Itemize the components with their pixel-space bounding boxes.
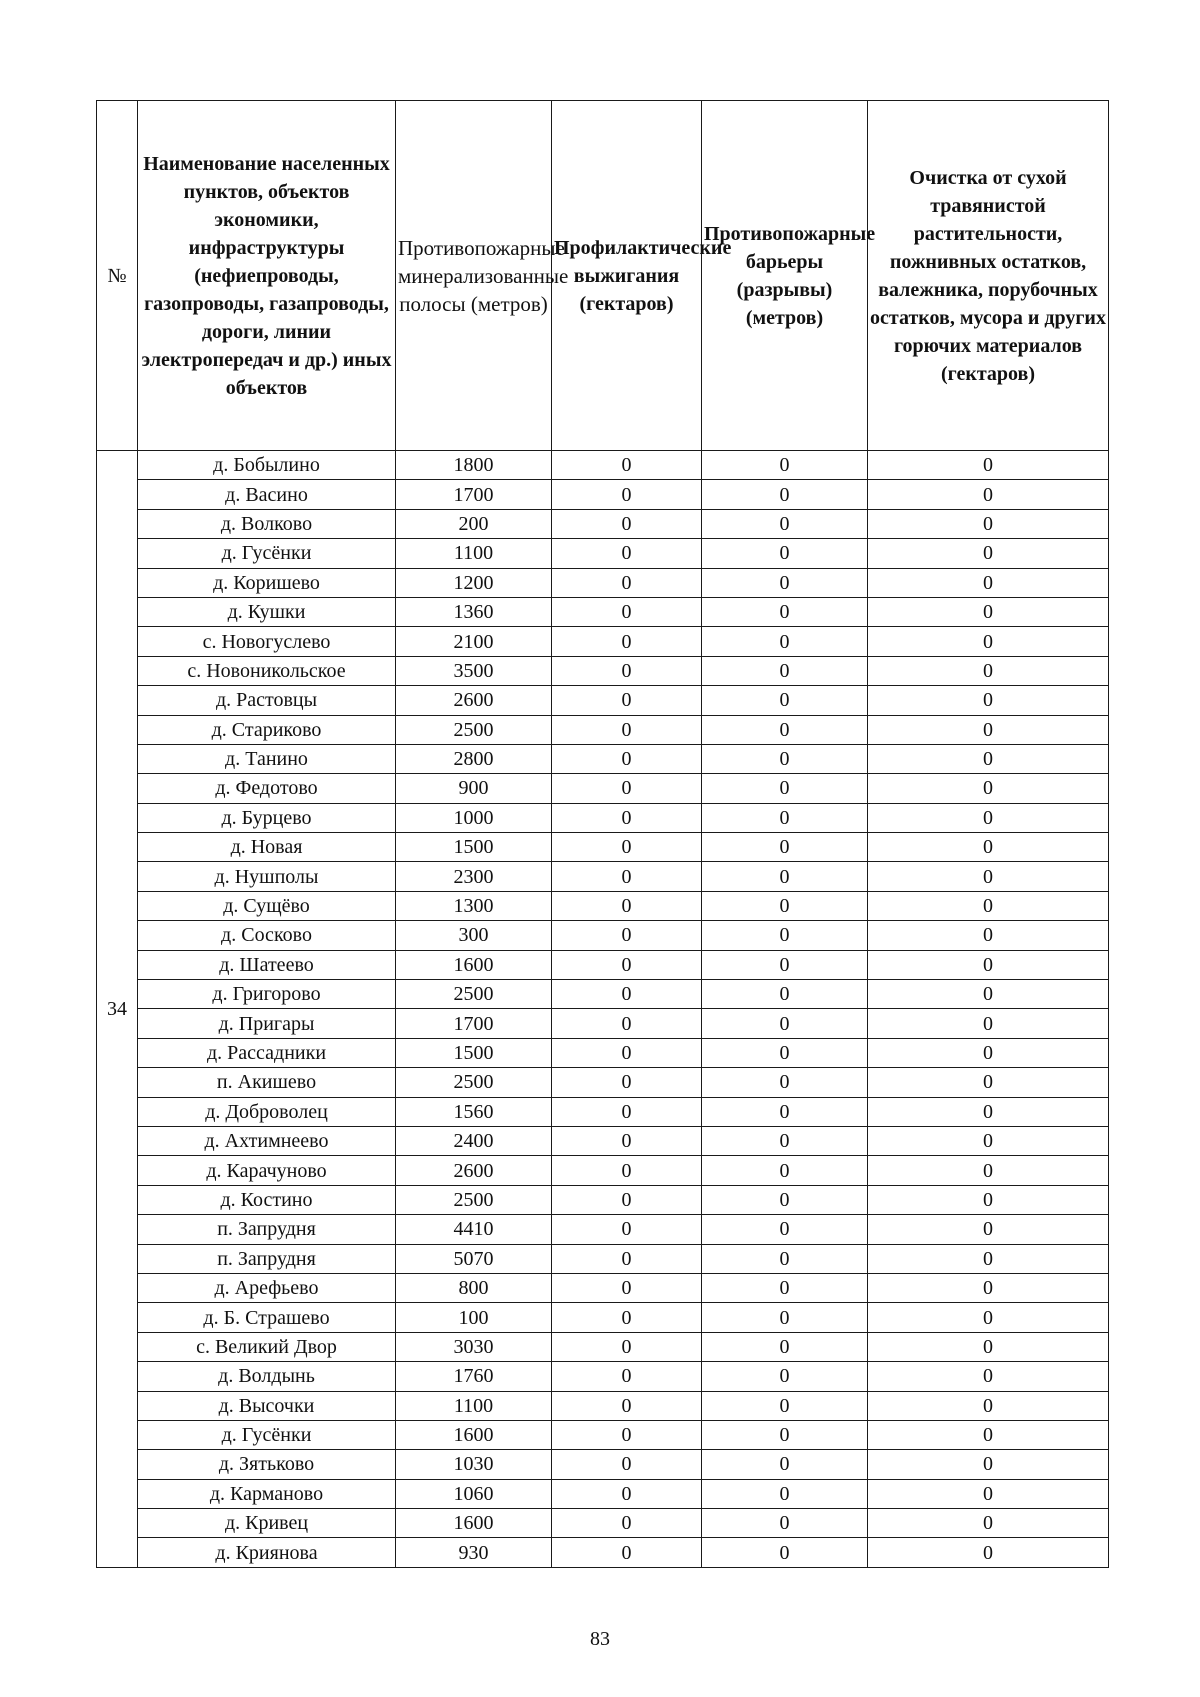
table-row	[97, 833, 1109, 862]
fire-barrier-cell: 0	[702, 980, 868, 1009]
table-row	[97, 1156, 1109, 1185]
cleaning-cell: 0	[868, 1009, 1109, 1038]
preventive-burning-cell: 0	[552, 1391, 702, 1420]
fire-barrier-cell: 0	[702, 1156, 868, 1185]
table-row	[97, 1126, 1109, 1155]
mineralized-strip-cell: 3030	[396, 1332, 552, 1361]
cleaning-cell: 0	[868, 921, 1109, 950]
settlement-name-cell: д. Васино	[138, 480, 396, 509]
preventive-burning-cell: 0	[552, 774, 702, 803]
settlement-name-cell: д. Зятьково	[138, 1450, 396, 1479]
cleaning-cell: 0	[868, 1509, 1109, 1538]
cleaning-cell: 0	[868, 1068, 1109, 1097]
fire-barrier-cell: 0	[702, 1126, 868, 1155]
table-row	[97, 656, 1109, 685]
fire-barrier-cell: 0	[702, 1244, 868, 1273]
settlement-name-cell: д. Кушки	[138, 597, 396, 626]
table-header-row	[97, 101, 1109, 451]
mineralized-strip-cell: 1560	[396, 1097, 552, 1126]
mineralized-strip-cell: 1360	[396, 597, 552, 626]
preventive-burning-cell: 0	[552, 744, 702, 773]
settlement-name-cell: п. Запрудня	[138, 1215, 396, 1244]
table-row	[97, 744, 1109, 773]
cleaning-cell: 0	[868, 744, 1109, 773]
table-row	[97, 1273, 1109, 1302]
mineralized-strip-cell: 1760	[396, 1362, 552, 1391]
preventive-burning-cell: 0	[552, 715, 702, 744]
cleaning-cell: 0	[868, 1215, 1109, 1244]
fire-barrier-cell: 0	[702, 1362, 868, 1391]
table-row	[97, 1097, 1109, 1126]
mineralized-strip-cell: 1100	[396, 1391, 552, 1420]
table-row	[97, 480, 1109, 509]
mineralized-strip-cell: 1800	[396, 451, 552, 480]
table-row	[97, 950, 1109, 979]
mineralized-strip-cell: 3500	[396, 656, 552, 685]
settlement-name-cell: д. Григорово	[138, 980, 396, 1009]
cleaning-cell: 0	[868, 891, 1109, 920]
preventive-burning-cell: 0	[552, 1126, 702, 1155]
settlement-name-cell: д. Растовцы	[138, 686, 396, 715]
settlement-name-cell: д. Пригары	[138, 1009, 396, 1038]
settlement-name-cell: д. Арефьево	[138, 1273, 396, 1302]
cleaning-cell: 0	[868, 1038, 1109, 1067]
fire-barrier-cell: 0	[702, 774, 868, 803]
settlement-name-cell: д. Нушполы	[138, 862, 396, 891]
settlement-name-cell: д. Шатеево	[138, 950, 396, 979]
preventive-burning-cell: 0	[552, 568, 702, 597]
table-row	[97, 891, 1109, 920]
mineralized-strip-cell: 930	[396, 1538, 552, 1567]
fire-barrier-cell: 0	[702, 1479, 868, 1508]
settlement-name-cell: д. Гусёнки	[138, 1420, 396, 1449]
fire-barrier-cell: 0	[702, 1509, 868, 1538]
fire-barrier-cell: 0	[702, 1391, 868, 1420]
settlement-name-cell: д. Танино	[138, 744, 396, 773]
preventive-burning-cell: 0	[552, 686, 702, 715]
preventive-burning-cell: 0	[552, 1362, 702, 1391]
preventive-burning-cell: 0	[552, 980, 702, 1009]
cleaning-cell: 0	[868, 509, 1109, 538]
settlement-name-cell: д. Волдынь	[138, 1362, 396, 1391]
settlement-name-cell: с. Новогуслево	[138, 627, 396, 656]
fire-barrier-cell: 0	[702, 1303, 868, 1332]
table-row	[97, 1538, 1109, 1567]
table-row	[97, 627, 1109, 656]
fire-barrier-cell: 0	[702, 803, 868, 832]
settlement-name-cell: д. Гусёнки	[138, 539, 396, 568]
fire-barrier-cell: 0	[702, 891, 868, 920]
preventive-burning-cell: 0	[552, 1303, 702, 1332]
cleaning-cell: 0	[868, 715, 1109, 744]
cleaning-cell: 0	[868, 597, 1109, 626]
preventive-burning-cell: 0	[552, 950, 702, 979]
settlement-name-cell: д. Высочки	[138, 1391, 396, 1420]
table-row	[97, 1450, 1109, 1479]
fire-barrier-cell: 0	[702, 1538, 868, 1567]
table-row	[97, 1391, 1109, 1420]
cleaning-cell: 0	[868, 1156, 1109, 1185]
table-row	[97, 1038, 1109, 1067]
mineralized-strip-cell: 1030	[396, 1450, 552, 1479]
cleaning-cell: 0	[868, 803, 1109, 832]
mineralized-strip-cell: 300	[396, 921, 552, 950]
table-row	[97, 1068, 1109, 1097]
fire-barrier-cell: 0	[702, 1420, 868, 1449]
preventive-burning-cell: 0	[552, 1420, 702, 1449]
fire-barrier-cell: 0	[702, 1273, 868, 1302]
table-row	[97, 715, 1109, 744]
mineralized-strip-cell: 1300	[396, 891, 552, 920]
settlement-name-cell: д. Стариково	[138, 715, 396, 744]
fire-barrier-cell: 0	[702, 744, 868, 773]
mineralized-strip-cell: 100	[396, 1303, 552, 1332]
header-fire-barriers: Противопожарные барьеры (разрывы) (метров)	[702, 101, 868, 451]
settlement-name-cell: д. Карманово	[138, 1479, 396, 1508]
preventive-burning-cell: 0	[552, 803, 702, 832]
mineralized-strip-cell: 2800	[396, 744, 552, 773]
mineralized-strip-cell: 2600	[396, 1156, 552, 1185]
preventive-burning-cell: 0	[552, 539, 702, 568]
preventive-burning-cell: 0	[552, 862, 702, 891]
fire-barrier-cell: 0	[702, 833, 868, 862]
settlement-name-cell: п. Акишево	[138, 1068, 396, 1097]
settlement-name-cell: с. Новоникольское	[138, 656, 396, 685]
preventive-burning-cell: 0	[552, 656, 702, 685]
table-row	[97, 1362, 1109, 1391]
table-row	[97, 1479, 1109, 1508]
cleaning-cell: 0	[868, 833, 1109, 862]
preventive-burning-cell: 0	[552, 627, 702, 656]
mineralized-strip-cell: 1700	[396, 480, 552, 509]
settlement-name-cell: д. Криянова	[138, 1538, 396, 1567]
cleaning-cell: 0	[868, 1097, 1109, 1126]
mineralized-strip-cell: 1500	[396, 833, 552, 862]
fire-barrier-cell: 0	[702, 480, 868, 509]
fire-barrier-cell: 0	[702, 950, 868, 979]
cleaning-cell: 0	[868, 1420, 1109, 1449]
fire-barrier-cell: 0	[702, 1068, 868, 1097]
fire-barrier-cell: 0	[702, 656, 868, 685]
cleaning-cell: 0	[868, 1362, 1109, 1391]
settlement-name-cell: д. Бурцево	[138, 803, 396, 832]
table-row	[97, 774, 1109, 803]
cleaning-cell: 0	[868, 1538, 1109, 1567]
preventive-burning-cell: 0	[552, 1273, 702, 1302]
page-number: 83	[590, 1628, 610, 1650]
header-preventive-burning: Профилактические выжигания (гектаров)	[552, 101, 702, 451]
table-row	[97, 921, 1109, 950]
cleaning-cell: 0	[868, 1273, 1109, 1302]
mineralized-strip-cell: 2100	[396, 627, 552, 656]
settlement-name-cell: д. Бобылино	[138, 451, 396, 480]
preventive-burning-cell: 0	[552, 1068, 702, 1097]
fire-barrier-cell: 0	[702, 568, 868, 597]
cleaning-cell: 0	[868, 1126, 1109, 1155]
table-row	[97, 1332, 1109, 1361]
preventive-burning-cell: 0	[552, 451, 702, 480]
fire-barrier-cell: 0	[702, 1215, 868, 1244]
table-row	[97, 1215, 1109, 1244]
preventive-burning-cell: 0	[552, 480, 702, 509]
mineralized-strip-cell: 900	[396, 774, 552, 803]
group-number-cell: 34	[97, 451, 138, 1568]
table-row	[97, 539, 1109, 568]
cleaning-cell: 0	[868, 568, 1109, 597]
table-row	[97, 1244, 1109, 1273]
preventive-burning-cell: 0	[552, 1244, 702, 1273]
mineralized-strip-cell: 1060	[396, 1479, 552, 1508]
settlement-name-cell: д. Костино	[138, 1185, 396, 1214]
header-name: Наименование населенных пунктов, объектов экономики, инфраструктуры (нефиепроводы, газопроводы, газапроводы, дороги, линии электропередач и др.) иных объектов	[138, 101, 396, 451]
cleaning-cell: 0	[868, 1479, 1109, 1508]
table-row	[97, 803, 1109, 832]
settlement-name-cell: д. Коришево	[138, 568, 396, 597]
mineralized-strip-cell: 1100	[396, 539, 552, 568]
preventive-burning-cell: 0	[552, 891, 702, 920]
preventive-burning-cell: 0	[552, 1538, 702, 1567]
fire-barrier-cell: 0	[702, 451, 868, 480]
settlement-name-cell: с. Великий Двор	[138, 1332, 396, 1361]
cleaning-cell: 0	[868, 980, 1109, 1009]
preventive-burning-cell: 0	[552, 1097, 702, 1126]
preventive-burning-cell: 0	[552, 921, 702, 950]
fire-barrier-cell: 0	[702, 627, 868, 656]
cleaning-cell: 0	[868, 451, 1109, 480]
table-row	[97, 568, 1109, 597]
table-row	[97, 686, 1109, 715]
fire-barrier-cell: 0	[702, 1185, 868, 1214]
fire-barrier-cell: 0	[702, 597, 868, 626]
preventive-burning-cell: 0	[552, 1038, 702, 1067]
fire-barrier-cell: 0	[702, 715, 868, 744]
settlement-name-cell: д. Ахтимнеево	[138, 1126, 396, 1155]
mineralized-strip-cell: 800	[396, 1273, 552, 1302]
table-row	[97, 1509, 1109, 1538]
header-cleaning: Очистка от сухой травянистой растительности, пожнивных остатков, валежника, порубочных остатков, мусора и других горючих материалов (гектаров)	[868, 101, 1109, 451]
settlement-name-cell: п. Запрудня	[138, 1244, 396, 1273]
settlement-name-cell: д. Федотово	[138, 774, 396, 803]
table-body	[97, 451, 1109, 1568]
fire-barrier-cell: 0	[702, 539, 868, 568]
table-row	[97, 509, 1109, 538]
settlement-name-cell: д. Сосково	[138, 921, 396, 950]
fire-barrier-cell: 0	[702, 509, 868, 538]
table-row	[97, 597, 1109, 626]
document-page	[96, 100, 1108, 1568]
preventive-burning-cell: 0	[552, 1156, 702, 1185]
cleaning-cell: 0	[868, 656, 1109, 685]
mineralized-strip-cell: 2500	[396, 1185, 552, 1214]
fire-barrier-cell: 0	[702, 1038, 868, 1067]
preventive-burning-cell: 0	[552, 1479, 702, 1508]
settlement-name-cell: д. Новая	[138, 833, 396, 862]
table-row	[97, 1303, 1109, 1332]
header-mineralized-strips: Противопожарные минерализованные полосы (метров)	[396, 101, 552, 451]
mineralized-strip-cell: 1000	[396, 803, 552, 832]
mineralized-strip-cell: 1700	[396, 1009, 552, 1038]
preventive-burning-cell: 0	[552, 1509, 702, 1538]
cleaning-cell: 0	[868, 686, 1109, 715]
cleaning-cell: 0	[868, 1332, 1109, 1361]
fire-barrier-cell: 0	[702, 1009, 868, 1038]
mineralized-strip-cell: 1200	[396, 568, 552, 597]
mineralized-strip-cell: 5070	[396, 1244, 552, 1273]
preventive-burning-cell: 0	[552, 597, 702, 626]
preventive-burning-cell: 0	[552, 509, 702, 538]
cleaning-cell: 0	[868, 480, 1109, 509]
mineralized-strip-cell: 1500	[396, 1038, 552, 1067]
mineralized-strip-cell: 1600	[396, 1509, 552, 1538]
cleaning-cell: 0	[868, 1244, 1109, 1273]
mineralized-strip-cell: 1600	[396, 1420, 552, 1449]
mineralized-strip-cell: 2500	[396, 1068, 552, 1097]
fire-prevention-table	[96, 100, 1109, 1568]
cleaning-cell: 0	[868, 774, 1109, 803]
settlement-name-cell: д. Волково	[138, 509, 396, 538]
cleaning-cell: 0	[868, 539, 1109, 568]
mineralized-strip-cell: 2300	[396, 862, 552, 891]
settlement-name-cell: д. Доброволец	[138, 1097, 396, 1126]
mineralized-strip-cell: 2500	[396, 980, 552, 1009]
mineralized-strip-cell: 200	[396, 509, 552, 538]
cleaning-cell: 0	[868, 1303, 1109, 1332]
preventive-burning-cell: 0	[552, 833, 702, 862]
mineralized-strip-cell: 2600	[396, 686, 552, 715]
cleaning-cell: 0	[868, 1185, 1109, 1214]
settlement-name-cell: д. Рассадники	[138, 1038, 396, 1067]
settlement-name-cell: д. Кривец	[138, 1509, 396, 1538]
preventive-burning-cell: 0	[552, 1332, 702, 1361]
fire-barrier-cell: 0	[702, 1097, 868, 1126]
mineralized-strip-cell: 2400	[396, 1126, 552, 1155]
table-row	[97, 1185, 1109, 1214]
cleaning-cell: 0	[868, 950, 1109, 979]
cleaning-cell: 0	[868, 1391, 1109, 1420]
header-number: №	[97, 101, 138, 451]
cleaning-cell: 0	[868, 627, 1109, 656]
fire-barrier-cell: 0	[702, 686, 868, 715]
fire-barrier-cell: 0	[702, 862, 868, 891]
mineralized-strip-cell: 1600	[396, 950, 552, 979]
table-row	[97, 451, 1109, 480]
mineralized-strip-cell: 4410	[396, 1215, 552, 1244]
preventive-burning-cell: 0	[552, 1009, 702, 1038]
cleaning-cell: 0	[868, 1450, 1109, 1479]
table-row	[97, 1009, 1109, 1038]
preventive-burning-cell: 0	[552, 1450, 702, 1479]
cleaning-cell: 0	[868, 862, 1109, 891]
table-row	[97, 1420, 1109, 1449]
table-row	[97, 862, 1109, 891]
preventive-burning-cell: 0	[552, 1215, 702, 1244]
mineralized-strip-cell: 2500	[396, 715, 552, 744]
fire-barrier-cell: 0	[702, 921, 868, 950]
settlement-name-cell: д. Б. Страшево	[138, 1303, 396, 1332]
settlement-name-cell: д. Карачуново	[138, 1156, 396, 1185]
table-row	[97, 980, 1109, 1009]
settlement-name-cell: д. Сущёво	[138, 891, 396, 920]
fire-barrier-cell: 0	[702, 1450, 868, 1479]
preventive-burning-cell: 0	[552, 1185, 702, 1214]
fire-barrier-cell: 0	[702, 1332, 868, 1361]
